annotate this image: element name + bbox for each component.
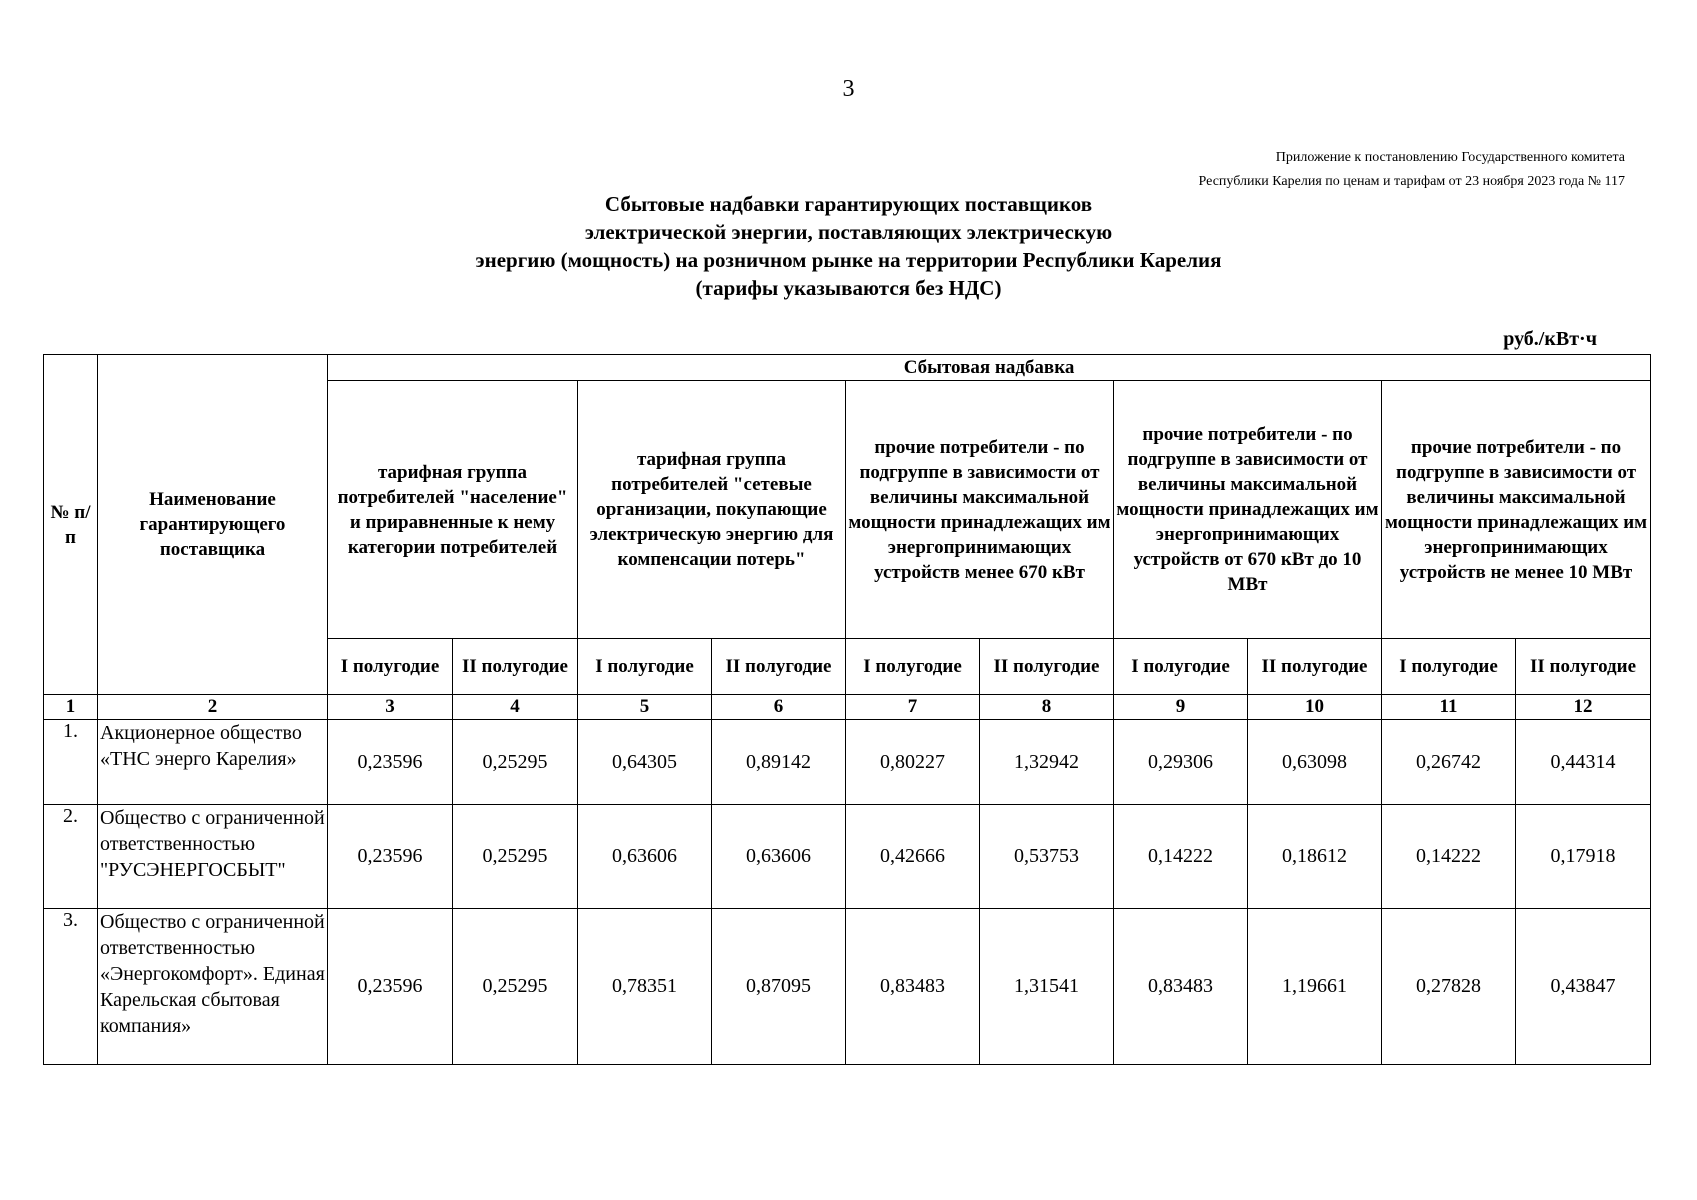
header-half-2: II полугодие: [712, 639, 846, 695]
header-half-2: II полугодие: [1248, 639, 1382, 695]
column-number: 8: [980, 695, 1114, 720]
value-cell: 1,32942: [980, 720, 1114, 805]
value-cell: 1,19661: [1248, 909, 1382, 1065]
header-half-1: I полугодие: [328, 639, 453, 695]
value-cell: 0,42666: [846, 805, 980, 909]
value-cell: 0,14222: [1382, 805, 1516, 909]
value-cell: 0,23596: [328, 720, 453, 805]
value-cell: 1,31541: [980, 909, 1114, 1065]
title-line-3: энергию (мощность) на розничном рынке на территории Республики Карелия: [475, 248, 1222, 272]
value-cell: 0,29306: [1114, 720, 1248, 805]
value-cell: 0,63606: [712, 805, 846, 909]
appendix-note: [1199, 146, 1625, 194]
tariff-table: [43, 354, 1651, 1065]
column-number-row: [44, 695, 1651, 720]
header-half-2: II полугодие: [1516, 639, 1651, 695]
header-half-2: II полугодие: [980, 639, 1114, 695]
value-cell: 0,78351: [578, 909, 712, 1065]
header-group-670-10mw: прочие потребители - по подгруппе в зависимости от величины максимальной мощности принадлежащих им энергопринимающих устройств от 670 кВт до 10 МВт: [1114, 381, 1382, 639]
value-cell: 0,44314: [1516, 720, 1651, 805]
value-cell: 0,14222: [1114, 805, 1248, 909]
header-group-over-10mw: прочие потребители - по подгруппе в зависимости от величины максимальной мощности принадлежащих им энергопринимающих устройств не менее 10 МВт: [1382, 381, 1651, 639]
column-number: 2: [98, 695, 328, 720]
value-cell: 0,80227: [846, 720, 980, 805]
table-row: [44, 909, 1651, 1065]
document-title: [0, 190, 1697, 302]
value-cell: 0,43847: [1516, 909, 1651, 1065]
value-cell: 0,63098: [1248, 720, 1382, 805]
column-number: 5: [578, 695, 712, 720]
header-half-1: I полугодие: [1114, 639, 1248, 695]
title-line-2: электрической энергии, поставляющих электрическую: [584, 220, 1113, 244]
unit-label: руб./кВт·ч: [1503, 328, 1597, 350]
appendix-line-2: Республики Карелия по ценам и тарифам от 23 ноября 2023 года № 117: [1198, 174, 1625, 189]
value-cell: 0,64305: [578, 720, 712, 805]
supplier-name: Общество с ограниченной ответственностью "РУСЭНЕРГОСБЫТ": [98, 805, 328, 909]
column-number: 10: [1248, 695, 1382, 720]
header-no: № п/п: [44, 355, 98, 695]
appendix-line-1: Приложение к постановлению Государственного комитета: [1275, 150, 1625, 165]
header-markup: Сбытовая надбавка: [328, 355, 1651, 381]
header-group-population: тарифная группа потребителей "население" и приравненные к нему категории потребителей: [328, 381, 578, 639]
value-cell: 0,63606: [578, 805, 712, 909]
column-number: 6: [712, 695, 846, 720]
header-half-1: I полугодие: [846, 639, 980, 695]
value-cell: 0,87095: [712, 909, 846, 1065]
title-line-1: Сбытовые надбавки гарантирующих поставщиков: [604, 192, 1093, 216]
value-cell: 0,23596: [328, 909, 453, 1065]
value-cell: 0,83483: [846, 909, 980, 1065]
column-number: 11: [1382, 695, 1516, 720]
column-number: 9: [1114, 695, 1248, 720]
value-cell: 0,26742: [1382, 720, 1516, 805]
row-number: 3.: [44, 909, 98, 1065]
value-cell: 0,53753: [980, 805, 1114, 909]
value-cell: 0,89142: [712, 720, 846, 805]
column-number: 7: [846, 695, 980, 720]
header-half-2: II полугодие: [453, 639, 578, 695]
value-cell: 0,25295: [453, 720, 578, 805]
header-half-1: I полугодие: [1382, 639, 1516, 695]
header-group-under-670: прочие потребители - по подгруппе в зависимости от величины максимальной мощности принадлежащих им энергопринимающих устройств менее 670 кВт: [846, 381, 1114, 639]
column-number: 3: [328, 695, 453, 720]
value-cell: 0,83483: [1114, 909, 1248, 1065]
table-row: [44, 805, 1651, 909]
value-cell: 0,23596: [328, 805, 453, 909]
supplier-name: Акционерное общество «ТНС энерго Карелия»: [98, 720, 328, 805]
value-cell: 0,27828: [1382, 909, 1516, 1065]
value-cell: 0,17918: [1516, 805, 1651, 909]
header-half-1: I полугодие: [578, 639, 712, 695]
header-group-network: тарифная группа потребителей "сетевые организации, покупающие электрическую энергию для компенсации потерь": [578, 381, 846, 639]
value-cell: 0,25295: [453, 805, 578, 909]
row-number: 1.: [44, 720, 98, 805]
column-number: 1: [44, 695, 98, 720]
page-number: 3: [842, 76, 855, 102]
column-number: 4: [453, 695, 578, 720]
column-number: 12: [1516, 695, 1651, 720]
value-cell: 0,18612: [1248, 805, 1382, 909]
title-line-4: (тарифы указываются без НДС): [695, 276, 1002, 300]
table-row: [44, 720, 1651, 805]
row-number: 2.: [44, 805, 98, 909]
supplier-name: Общество с ограниченной ответственностью «Энергокомфорт». Единая Карельская сбытовая компания»: [98, 909, 328, 1065]
value-cell: 0,25295: [453, 909, 578, 1065]
header-supplier-name: Наименование гарантирующего поставщика: [98, 355, 328, 695]
